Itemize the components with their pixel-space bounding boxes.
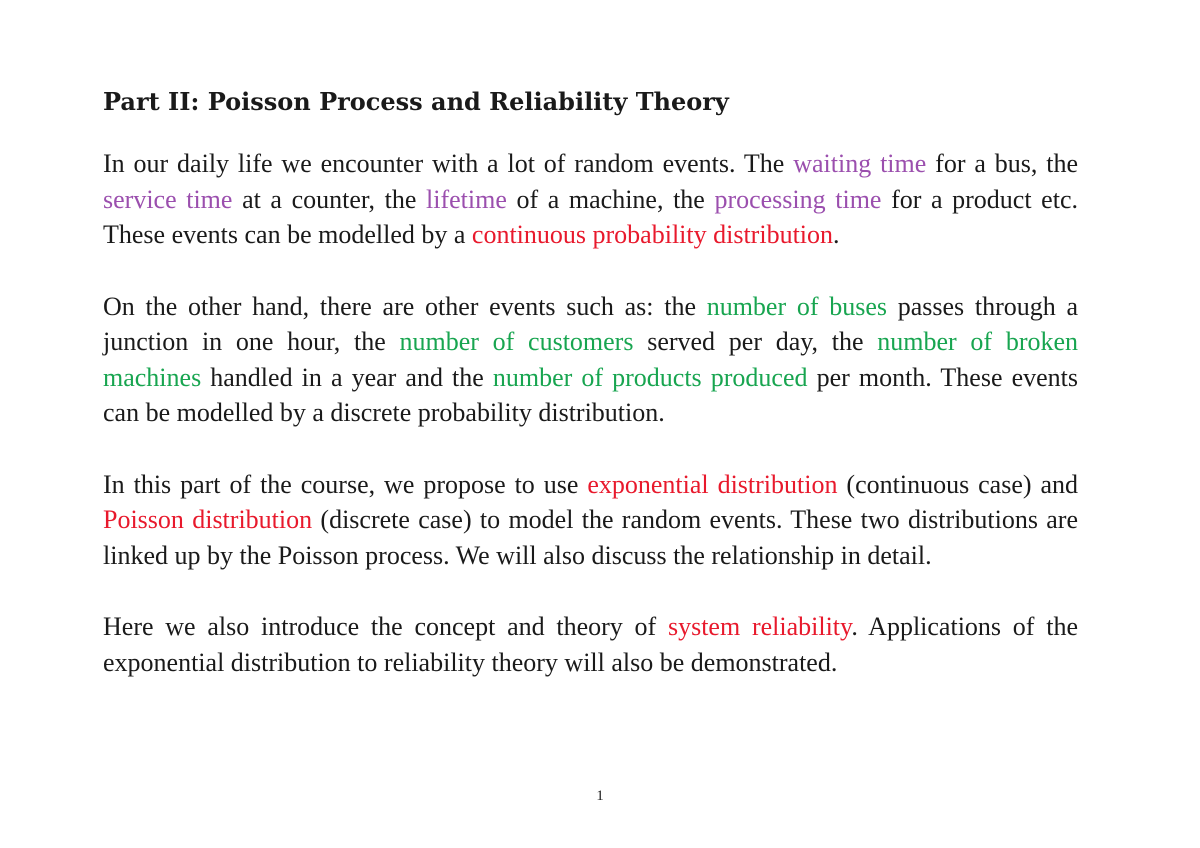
section-title: Part II: Poisson Process and Reliability Theory [103, 87, 729, 116]
p2-text-5: per month. These events can be modelled by a discrete probability distribution. [103, 362, 1078, 427]
p1-text-5: for a product etc. These events can be modelled by a [103, 184, 1078, 249]
p2-text-1: On the other hand, there are other events such as: the [103, 291, 707, 321]
term-number-of-broken-machines: number of broken machines [103, 327, 1079, 392]
paragraph-course-plan [103, 467, 1078, 574]
p3-text-1: In this part of the course, we propose to use [103, 469, 588, 499]
p2-text-2: passes through a junction in one hour, the [103, 291, 1078, 356]
term-continuous-distribution: continuous probability distribution [471, 220, 834, 249]
term-system-reliability: system reliability [667, 612, 852, 641]
paragraph-discrete [103, 289, 1078, 431]
p1-text-3: at a counter, the [232, 184, 426, 214]
p1-text-2: for a bus, the [926, 149, 1079, 178]
p1-text-4: of a machine, the [506, 184, 715, 214]
page-number: 1 [596, 788, 604, 804]
p4-text-1: Here we also introduce the concept and theory of [103, 612, 668, 641]
p3-text-2: (continuous case) and [837, 469, 1079, 499]
p3-text-3: (discrete case) to model the random events. These two distributions are linked up by the Poisson process. We will also discuss the relationship in detail. [103, 505, 1078, 570]
term-exponential-distribution: exponential distribution [587, 469, 838, 499]
document-page [103, 82, 1078, 716]
p2-text-4: handled in a year and the [201, 362, 493, 392]
term-waiting-time: waiting time [793, 149, 927, 178]
term-number-of-products: number of products produced [492, 362, 808, 392]
p2-text-3: served per day, the [633, 327, 878, 356]
term-number-of-customers: number of customers [399, 327, 634, 356]
paragraph-reliability [103, 609, 1078, 680]
term-poisson-distribution: Poisson distribution [103, 505, 313, 534]
p4-text-2: . Applications of the exponential distribution to reliability theory will also be demonstrated. [103, 612, 1078, 677]
term-number-of-buses: number of buses [706, 291, 887, 321]
p1-text-1: In our daily life we encounter with a lot of random events. The [103, 149, 794, 178]
paragraph-intro [103, 146, 1078, 253]
term-service-time: service time [103, 184, 233, 214]
term-processing-time: processing time [714, 184, 882, 214]
term-lifetime: lifetime [426, 184, 507, 214]
p1-text-6: . [833, 220, 840, 249]
